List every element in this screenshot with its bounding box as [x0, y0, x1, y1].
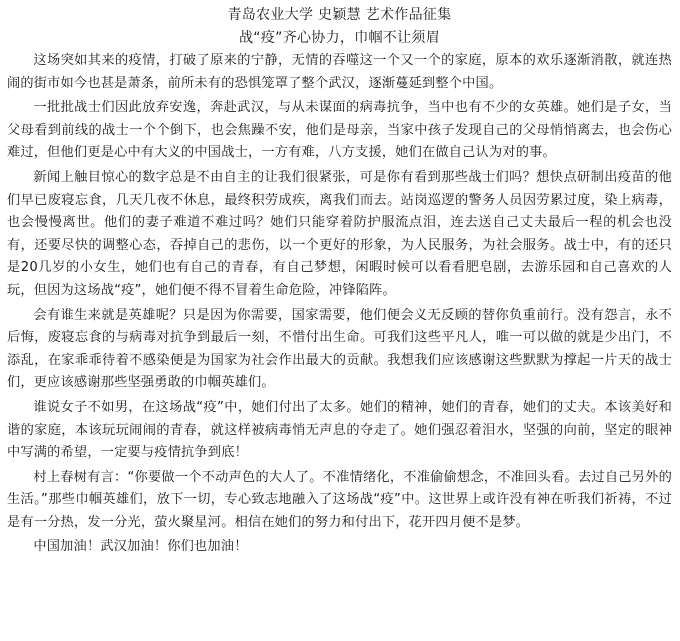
paragraph-4: 会有谁生来就是英雄呢？只是因为你需要，国家需要，他们便会义无反顾的替你负重前行。没有怨言，永不后悔，废寝忘食的与病毒对抗争到最后一刻，不惜付出生命。可我们这些平凡人，唯一可以做的就是少出门，不添乱，在家乖乖待着不感染便是为国家为社会作出最大的贡献。我想我们应该感谢这些默默为撑起一片天的战士们，更应该感谢那些坚强勇敢的巾帼英雄们。 [7, 307, 672, 391]
paragraph-6: 村上春树有言：“你要做一个不动声色的大人了。不准情绪化，不准偷偷想念，不准回头看。去过自己另外的生活。”那些巾帼英雄们，放下一切，专心致志地融入了这场战“疫”中。这世界上或许没有神在听我们祈祷，不过是有一分热，发一分光，萤火聚星河。相信在她们的努力和付出下，花开四月便不是梦。 [7, 469, 672, 530]
document-title: 青岛农业大学 史颖慧 艺术作品征集 [227, 7, 452, 23]
paragraph-1: 这场突如其来的疫情，打破了原来的宁静，无情的吞噬这一个又一个的家庭，原本的欢乐逐渐消散，就连热闹的街市如今也甚是萧条，前所未有的恐惧笼罩了整个武汉，逐渐蔓延到整个中国。 [7, 53, 672, 91]
paragraph-3: 新闻上触目惊心的数字总是不由自主的让我们很紧张，可是你有看到那些战士们吗？想快点研制出疫苗的他们早已废寝忘食，几天几夜不休息，最终积劳成疾，离我们而去。站岗巡逻的警务人员因劳累过度，染上病毒，也会慢慢离世。他们的妻子难道不难过吗？她们只能穿着防护服流点泪，连去送自己丈夫最后一程的机会也没有，还要尽快的调整心态，吞掉自己的悲伤，以一个更好的形象，为人民服务，为社会服务。战士中，有的还只是20几岁的小女生，她们也有自己的青春，有自己梦想，闲暇时候可以看看肥皂剧，去游乐园和自己喜欢的人玩，但因为这场战“疫”，她们便不得不冒着生命危险，冲锋陷阵。 [7, 169, 672, 298]
paragraph-2: 一批批战士们因此放弃安逸，奔赴武汉，与从未谋面的病毒抗争，当中也有不少的女英雄。她们是子女，当父母看到前线的战士一个个倒下，也会焦躁不安，他们是母亲，当家中孩子发现自己的父母悄悄离去，也会伤心难过，但他们更是心中有大义的中国战士，一方有难，八方支援，她们在做自己认为对的事。 [7, 100, 672, 161]
document-subtitle: 战“疫”齐心协力，巾帼不让须眉 [238, 30, 440, 46]
paragraph-7: 中国加油！武汉加油！你们也加油！ [33, 539, 248, 555]
paragraph-5: 谁说女子不如男，在这场战“疫”中，她们付出了太多。她们的精神，她们的青春，她们的丈夫。本该美好和谐的家庭，本该玩玩闹闹的青春，就这样被病毒悄无声息的夺走了。她们强忍着泪水，坚强的向前，坚定的眼神中写满的希望，一定要与疫情抗争到底！ [7, 399, 672, 461]
